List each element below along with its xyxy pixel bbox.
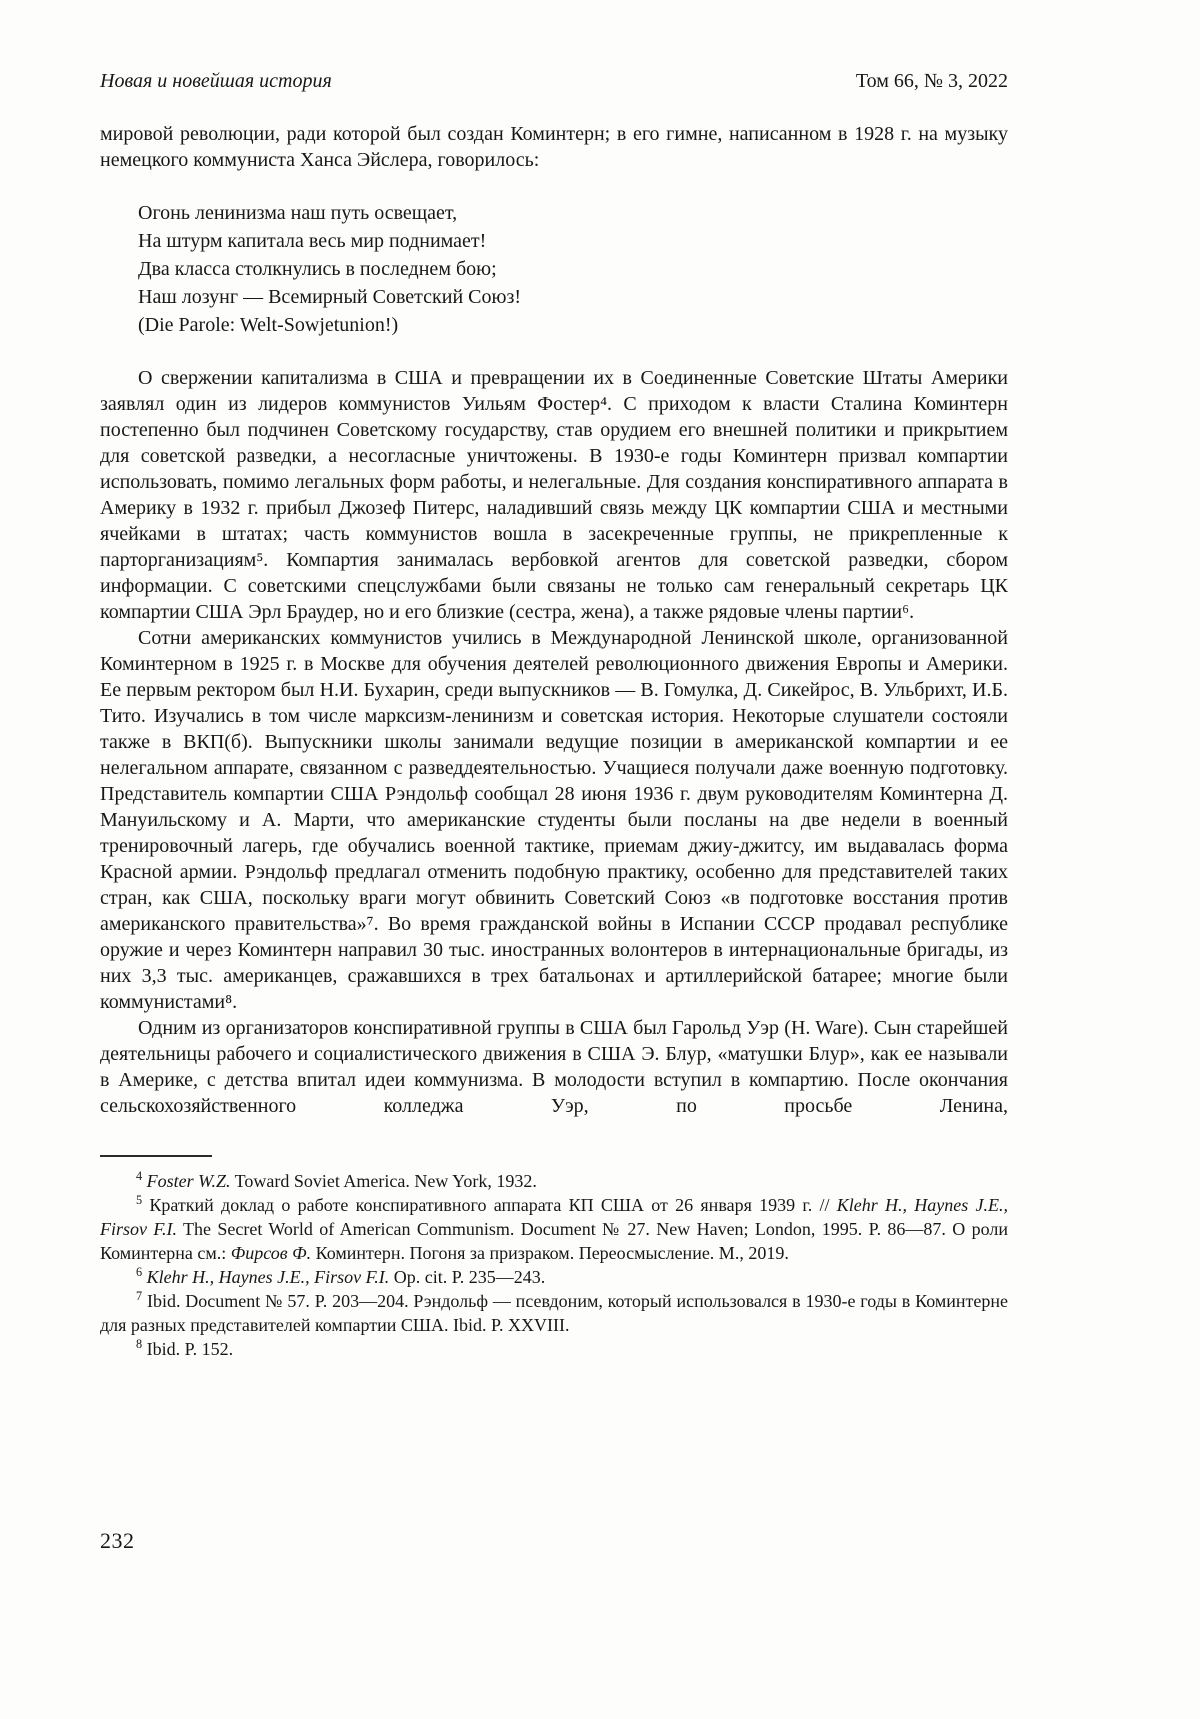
footnote: $^6$ Klehr H., Haynes J.E., Firsov F.I. Op. cit. P. 235—243.: [136, 1265, 546, 1287]
footnote-rule: [100, 1155, 212, 1157]
footnote-area: [100, 1155, 1008, 1361]
issue-info: Том 66, № 3, 2022: [855, 70, 1008, 92]
verse-line: Два класса столкнулись в последнем бою;: [138, 258, 497, 280]
verse-line: (Die Parole: Welt-Sowjetunion!): [138, 314, 399, 336]
footnote: $^8$ Ibid. P. 152.: [136, 1337, 234, 1359]
article-body: [100, 121, 1008, 1361]
page-number: 232: [100, 1528, 135, 1553]
running-head: [100, 70, 1008, 93]
verse-line: Наш лозунг — Всемирный Советский Союз!: [138, 286, 521, 308]
verse-line: Огонь ленинизма наш путь освещает,: [138, 202, 458, 224]
footnote: $^5$ Краткий доклад о работе конспиративного аппарата КП США от 26 января 1939 г. // Klehr H., Haynes J.E., Firsov F.I. The Secret World of American Communism. Document № 27. New Haven; London, 1995. P. 86—87. О роли Коминтерна см.: Фирсов Ф. Коминтерн. Погоня за призраком. Переосмысление. М., 2019.: [100, 1193, 1008, 1263]
paragraph: Одним из организаторов конспиративной группы в США был Гарольд Уэр (H. Ware). Сын старейшей деятельницы рабочего и социалистического движения в США Э. Блур, «матушки Блур», как ее называли в Америке, с детства впитал идеи коммунизма. В молодости вступил в компартию. После окончания сельскохозяйственного колледжа Уэр, по просьбе Ленина,: [100, 1017, 1008, 1117]
footnote: $^4$ Foster W.Z. Toward Soviet America. New York, 1932.: [136, 1169, 537, 1191]
paragraph-continuation: мировой революции, ради которой был создан Коминтерн; в его гимне, написанном в 1928 г. на музыку немецкого коммуниста Ханса Эйслера, говорилось:: [100, 123, 1008, 171]
verse-line: На штурм капитала весь мир поднимает!: [138, 230, 487, 252]
footnote: $^7$ Ibid. Document № 57. P. 203—204. Рэндольф — псевдоним, который использовался в 1930-е годы в Коминтерне для разных представителей компартии США. Ibid. P. XXVIII.: [100, 1289, 1008, 1335]
paragraph: О свержении капитализма в США и превращении их в Соединенные Советские Штаты Америки заявлял один из лидеров коммунистов Уильям Фостер⁴. С приходом к власти Сталина Коминтерн постепенно был подчинен Советскому государству, став орудием его внешней политики и прикрытием для советской разведки, а несогласные уничтожены. В 1930-е годы Коминтерн призвал компартии использовать, помимо легальных форм работы, и нелегальные. Для создания конспиративного аппарата в Америку в 1932 г. прибыл Джозеф Питерс, наладивший связь между ЦК компартии США и местными ячейками в штатах; часть коммунистов вошла в засекреченные группы, не прикрепленные к парторганизациям⁵. Компартия занималась вербовкой агентов для советской разведки, сбором информации. С советскими спецслужбами были связаны не только сам генеральный секретарь ЦК компартии США Эрл Браудер, но и его близкие (сестра, жена), а также рядовые члены партии⁶.: [100, 367, 1008, 623]
paragraph: Сотни американских коммунистов учились в Международной Ленинской школе, организованной Коминтерном в 1925 г. в Москве для обучения деятелей революционного движения Европы и Америки. Ее первым ректором был Н.И. Бухарин, среди выпускников — В. Гомулка, Д. Сикейрос, В. Ульбрихт, И.Б. Тито. Изучались в том числе марксизм-ленинизм и советская история. Некоторые слушатели состояли также в ВКП(б). Выпускники школы занимали ведущие позиции в американской компартии и ее нелегальном аппарате, связанном с разведдеятельностью. Учащиеся получали даже военную подготовку. Представитель компартии США Рэндольф сообщал 28 июня 1936 г. двум руководителям Коминтерна Д. Мануильскому и А. Марти, что американские студенты были посланы на две недели в военный тренировочный лагерь, где обучались военной тактике, приемам джиу-джитсу, им выдавалась форма Красной армии. Рэндольф предлагал отменить подобную практику, особенно для представителей таких стран, как США, поскольку враги могут обвинить Советский Союз «в подготовке восстания против американского правительства»⁷. Во время гражданской войны в Испании СССР продавал республике оружие и через Коминтерн направил 30 тыс. иностранных волонтеров в интернациональные бригады, из них 3,3 тыс. американцев, сражавшихся в трех батальонах и артиллерийской батарее; многие были коммунистами⁸.: [100, 627, 1008, 1013]
journal-title: Новая и новейшая история: [100, 70, 332, 92]
anthem-verse-block: [138, 199, 1008, 339]
